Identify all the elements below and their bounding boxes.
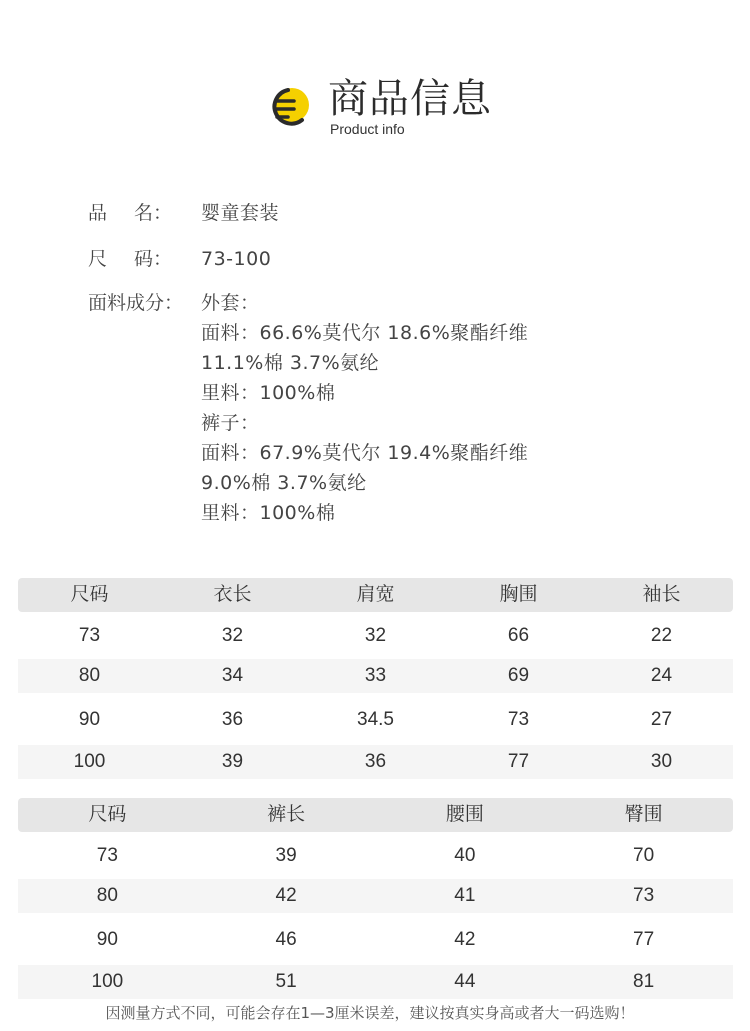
table-cell: 80 [78,665,101,686]
table-cell: 66 [507,625,530,646]
table-cell: 70 [633,845,655,866]
table-cell: 44 [454,971,476,992]
table-cell: 81 [633,971,655,992]
composition-label: 面料成分： [88,292,184,314]
table-row [18,965,733,999]
table-header-cell: 袖长 [642,584,681,605]
table-cell: 32 [364,625,387,646]
composition-line: 面料：66.6%莫代尔 18.6%聚酯纤维 [201,322,529,344]
table-cell: 34 [221,665,244,686]
table-header-cell: 裤长 [267,804,306,825]
table-cell: 69 [507,665,530,686]
table-row [18,702,733,738]
table-cell: 27 [650,709,673,730]
table-header-cell: 腰围 [445,804,484,825]
composition-line: 外套： [201,292,260,314]
table-row [18,659,733,693]
size-label: 尺 码： [88,248,172,270]
table-header-cell: 尺码 [70,584,109,605]
table-cell: 77 [507,751,530,772]
table-cell: 32 [221,625,244,646]
composition-line: 里料：100%棉 [201,382,336,404]
table-row [18,745,733,779]
table-header-cell: 肩宽 [356,584,395,605]
table-cell: 22 [650,625,673,646]
table-header-cell: 衣长 [213,584,252,605]
table-header-row [18,798,733,832]
table-cell: 73 [633,885,655,906]
page-subtitle: Product info [330,121,405,137]
table-cell: 100 [91,971,124,992]
table-cell: 24 [650,665,673,686]
table-row [18,618,733,654]
table-row [18,922,733,958]
table-cell: 40 [454,845,476,866]
name-label: 品 名： [88,202,172,224]
table-cell: 30 [650,751,673,772]
table-cell: 36 [221,709,244,730]
composition-line: 9.0%棉 3.7%氨纶 [201,472,367,494]
table-cell: 42 [454,929,476,950]
composition-line: 面料：67.9%莫代尔 19.4%聚酯纤维 [201,442,529,464]
page-header [262,74,502,144]
table-cell: 73 [96,845,118,866]
table-header-cell: 胸围 [499,584,538,605]
table-cell: 73 [78,625,101,646]
table-cell: 73 [507,709,530,730]
size-value: 73-100 [201,248,272,270]
table-cell: 90 [78,709,101,730]
table-cell: 42 [275,885,297,906]
table-cell: 80 [96,885,118,906]
table-cell: 41 [454,885,476,906]
composition-line: 里料：100%棉 [201,502,336,524]
table-header-cell: 尺码 [88,804,127,825]
composition-line: 裤子： [201,412,260,434]
table-cell: 39 [275,845,297,866]
composition-line: 11.1%棉 3.7%氨纶 [201,352,380,374]
name-value: 婴童套装 [201,202,280,224]
table-cell: 90 [96,929,118,950]
page-title: 商品信息 [328,76,492,122]
table-cell: 77 [633,929,655,950]
table-cell: 100 [73,751,106,772]
table-row [18,879,733,913]
table-cell: 39 [221,751,244,772]
product-info-icon [262,82,314,134]
measurement-note: 因测量方式不同，可能会存在1—3厘米误差，建议按真实身高或者大一码选购！ [105,1004,635,1022]
table-cell: 51 [275,971,297,992]
table-cell: 33 [364,665,387,686]
table-row [18,838,733,874]
table-header-row [18,578,733,612]
table-header-cell: 臀围 [624,804,663,825]
table-cell: 46 [275,929,297,950]
table-cell: 34.5 [357,709,394,730]
table-cell: 36 [364,751,387,772]
